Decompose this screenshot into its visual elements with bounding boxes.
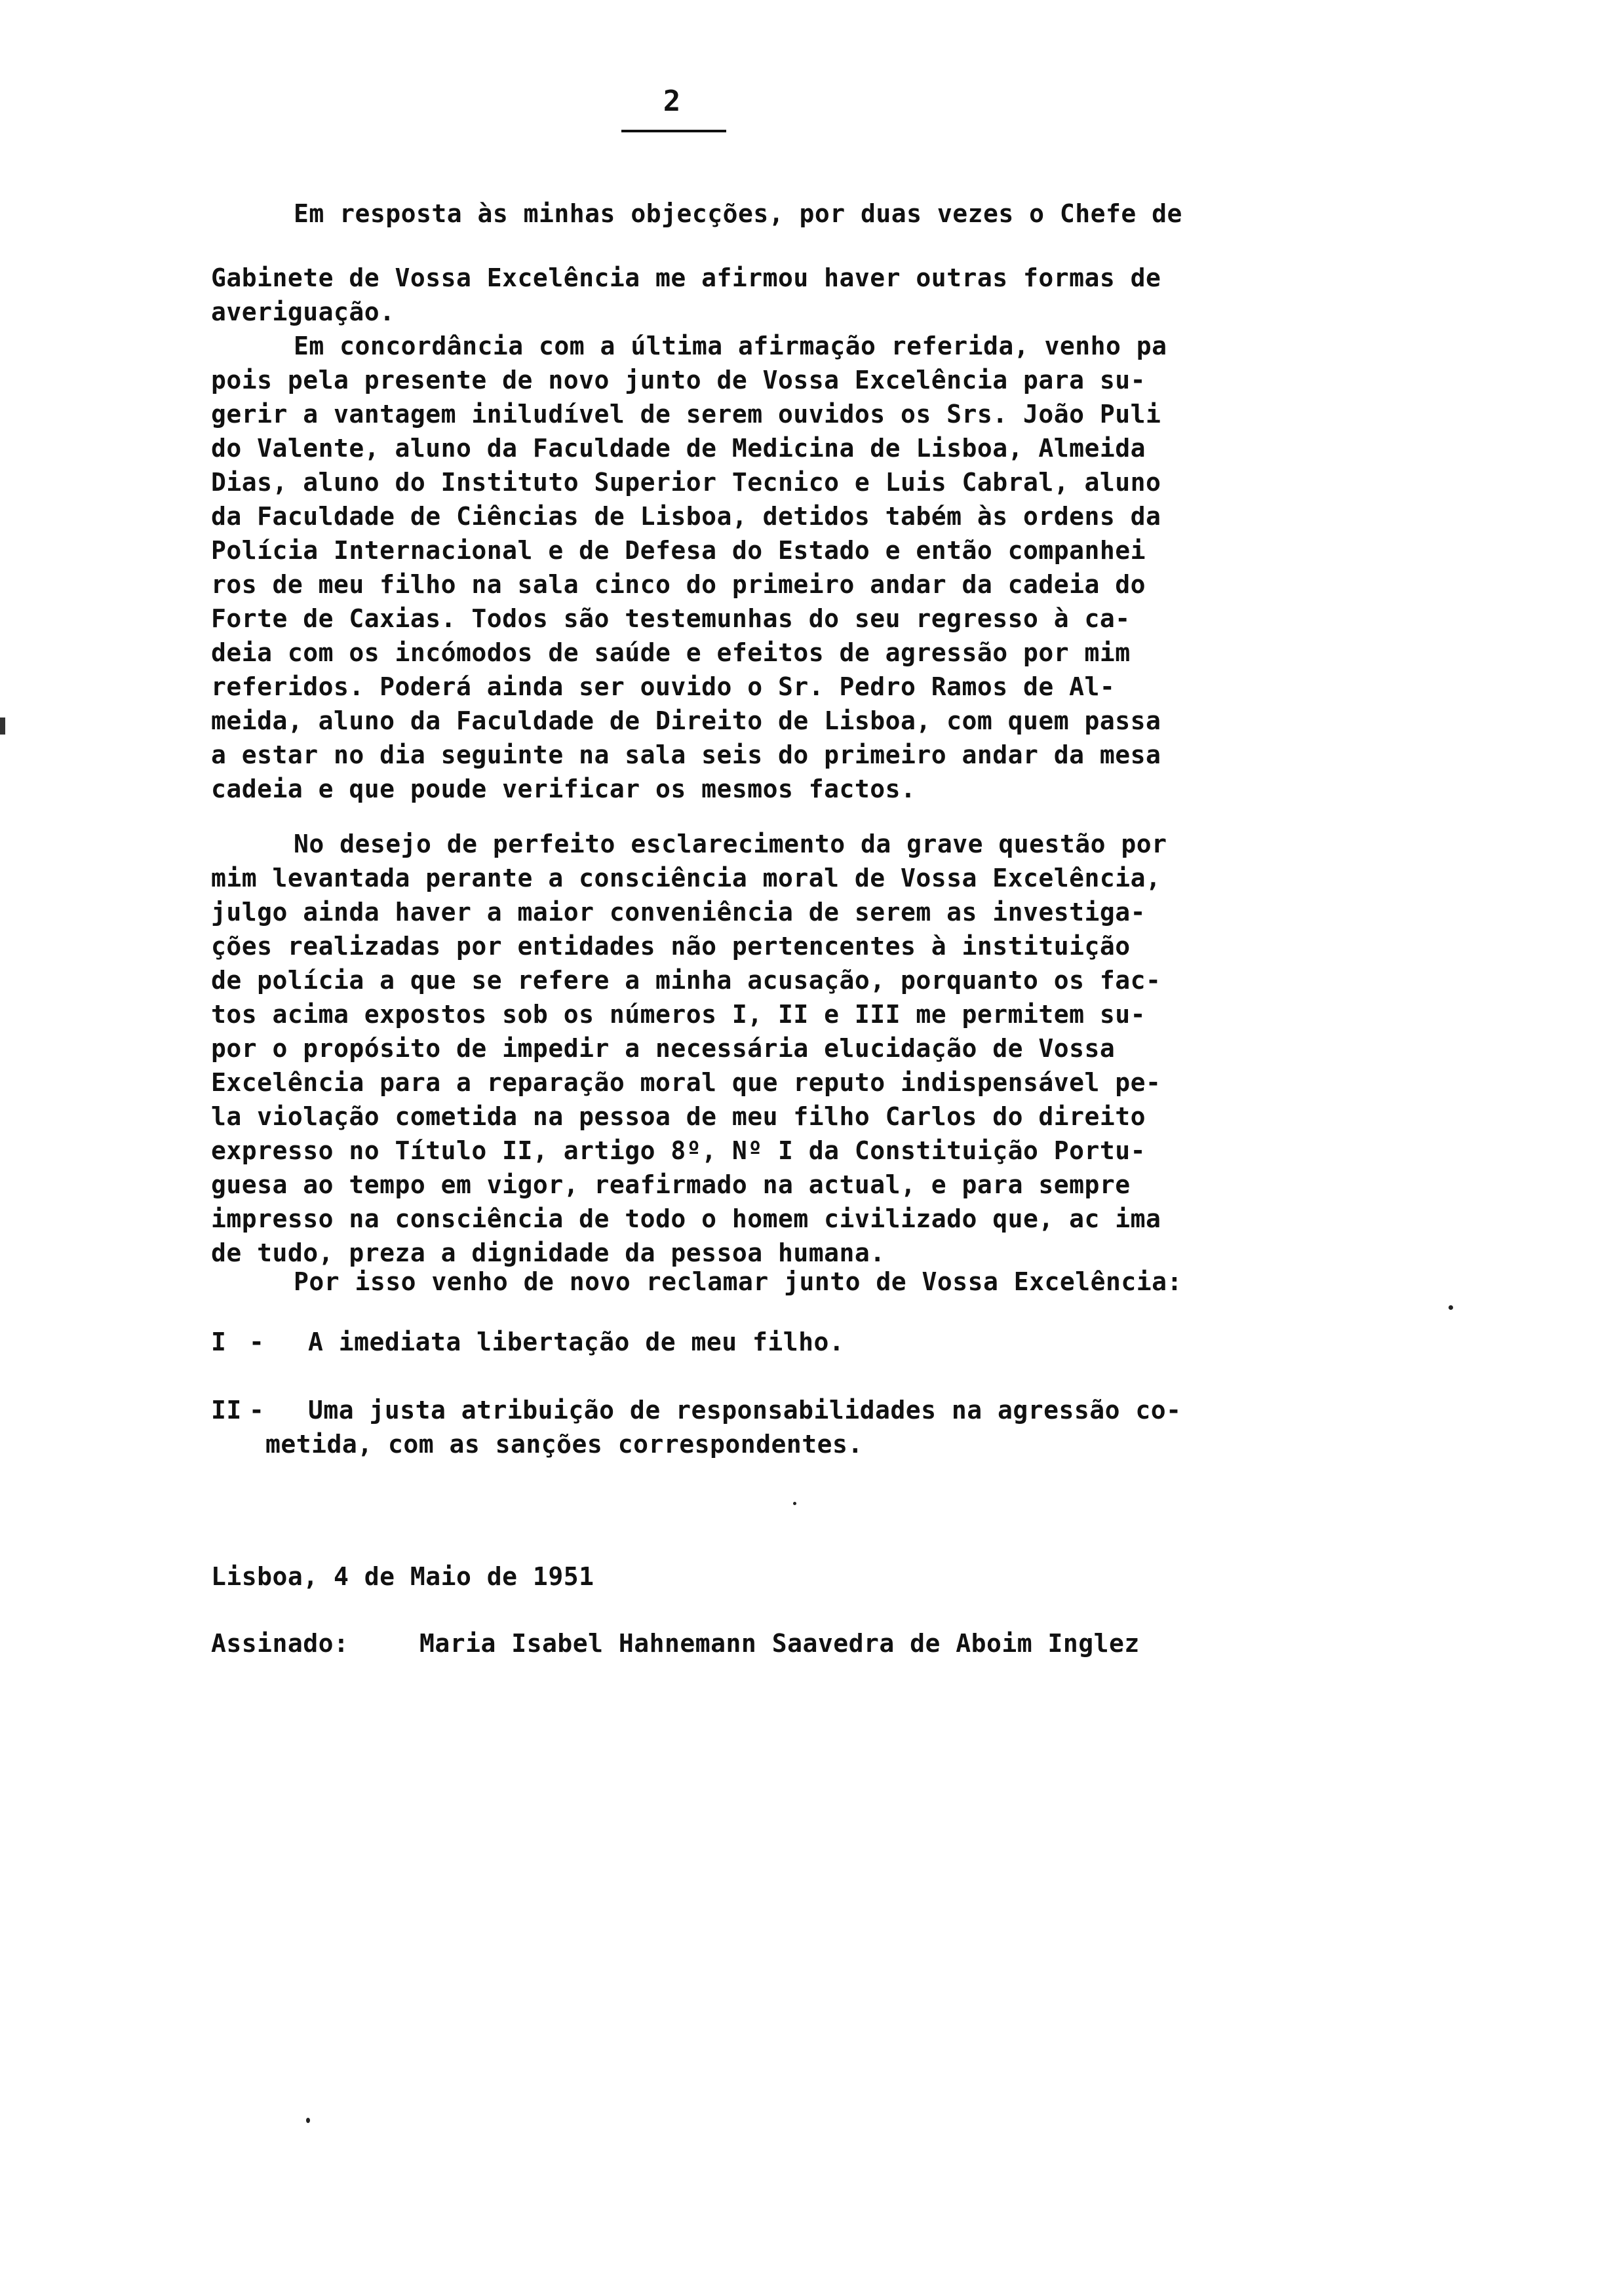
item-numeral: II — [211, 1396, 242, 1425]
text-line: Dias, aluno do Instituto Superior Tecnico e Luis Cabral, aluno — [211, 468, 1161, 497]
text-line: por o propósito de impedir a necessária elucidação de Vossa — [211, 1034, 1116, 1063]
text-line: do Valente, aluno da Faculdade de Medicina de Lisboa, Almeida — [211, 434, 1146, 463]
text-line: tos acima expostos sob os números I, II e III me permitem su- — [211, 1000, 1146, 1029]
text-line: mim levantada perante a consciência moral de Vossa Excelência, — [211, 864, 1161, 892]
text-line: expresso no Título II, artigo 8º, Nº I da Constituição Portu- — [211, 1136, 1146, 1165]
signature-label: Assinado: — [211, 1629, 349, 1658]
text-line: ções realizadas por entidades não pertencentes à instituição — [211, 932, 1131, 961]
text-line: Excelência para a reparação moral que reputo indispensável pe- — [211, 1068, 1161, 1097]
item-dash: - — [249, 1396, 265, 1425]
item-numeral: I — [211, 1328, 227, 1356]
text-line: Em resposta às minhas objecções, por duas vezes o Chefe de — [294, 199, 1182, 228]
text-line: de polícia a que se refere a minha acusação, porquanto os fac- — [211, 966, 1161, 995]
scan-speck — [793, 1502, 796, 1505]
text-line: averiguação. — [211, 297, 395, 326]
text-line: a estar no dia seguinte na sala seis do primeiro andar da mesa — [211, 740, 1161, 769]
text-line: referidos. Poderá ainda ser ouvido o Sr. Pedro Ramos de Al- — [211, 672, 1116, 701]
page-number: 2 — [663, 85, 681, 118]
text-line: Por isso venho de novo reclamar junto de Vossa Excelência: — [294, 1267, 1182, 1296]
text-line: Em concordância com a última afirmação referida, venho pa — [294, 332, 1167, 360]
item-text: metida, com as sanções correspondentes. — [265, 1430, 863, 1459]
text-line: deia com os incómodos de saúde e efeitos de agressão por mim — [211, 638, 1131, 667]
text-line: pois pela presente de novo junto de Vossa Excelência para su- — [211, 366, 1146, 394]
text-line: guesa ao tempo em vigor, reafirmado na actual, e para sempre — [211, 1170, 1131, 1199]
text-line: ros de meu filho na sala cinco do primeiro andar da cadeia do — [211, 570, 1146, 599]
text-line: cadeia e que poude verificar os mesmos factos. — [211, 775, 916, 803]
text-line: gerir a vantagem iniludível de serem ouvidos os Srs. João Puli — [211, 400, 1161, 429]
scan-speck — [1449, 1305, 1453, 1310]
scan-speck — [306, 2118, 310, 2123]
text-line: de tudo, preza a dignidade da pessoa humana. — [211, 1238, 885, 1267]
item-dash: - — [249, 1328, 265, 1356]
signature-name: Maria Isabel Hahnemann Saavedra de Aboim Inglez — [419, 1629, 1140, 1658]
item-text: A imediata libertação de meu filho. — [308, 1328, 845, 1356]
text-line: No desejo de perfeito esclarecimento da grave questão por — [294, 830, 1167, 858]
text-line: meida, aluno da Faculdade de Direito de Lisboa, com quem passa — [211, 706, 1161, 735]
date-line: Lisboa, 4 de Maio de 1951 — [211, 1562, 594, 1591]
text-line: la violação cometida na pessoa de meu filho Carlos do direito — [211, 1102, 1146, 1131]
page-number-underline — [621, 130, 726, 132]
text-line: impresso na consciência de todo o homem civilizado que, ac ima — [211, 1204, 1161, 1233]
text-line: julgo ainda haver a maior conveniência de serem as investiga- — [211, 898, 1146, 927]
text-line: da Faculdade de Ciências de Lisboa, detidos tabém às ordens da — [211, 502, 1161, 531]
text-line: Polícia Internacional e de Defesa do Estado e então companhei — [211, 536, 1146, 565]
scan-edge-mark — [0, 718, 5, 735]
item-text: Uma justa atribuição de responsabilidades na agressão co- — [308, 1396, 1182, 1425]
text-line: Forte de Caxias. Todos são testemunhas do seu regresso à ca- — [211, 604, 1131, 633]
text-line: Gabinete de Vossa Excelência me afirmou haver outras formas de — [211, 263, 1161, 292]
